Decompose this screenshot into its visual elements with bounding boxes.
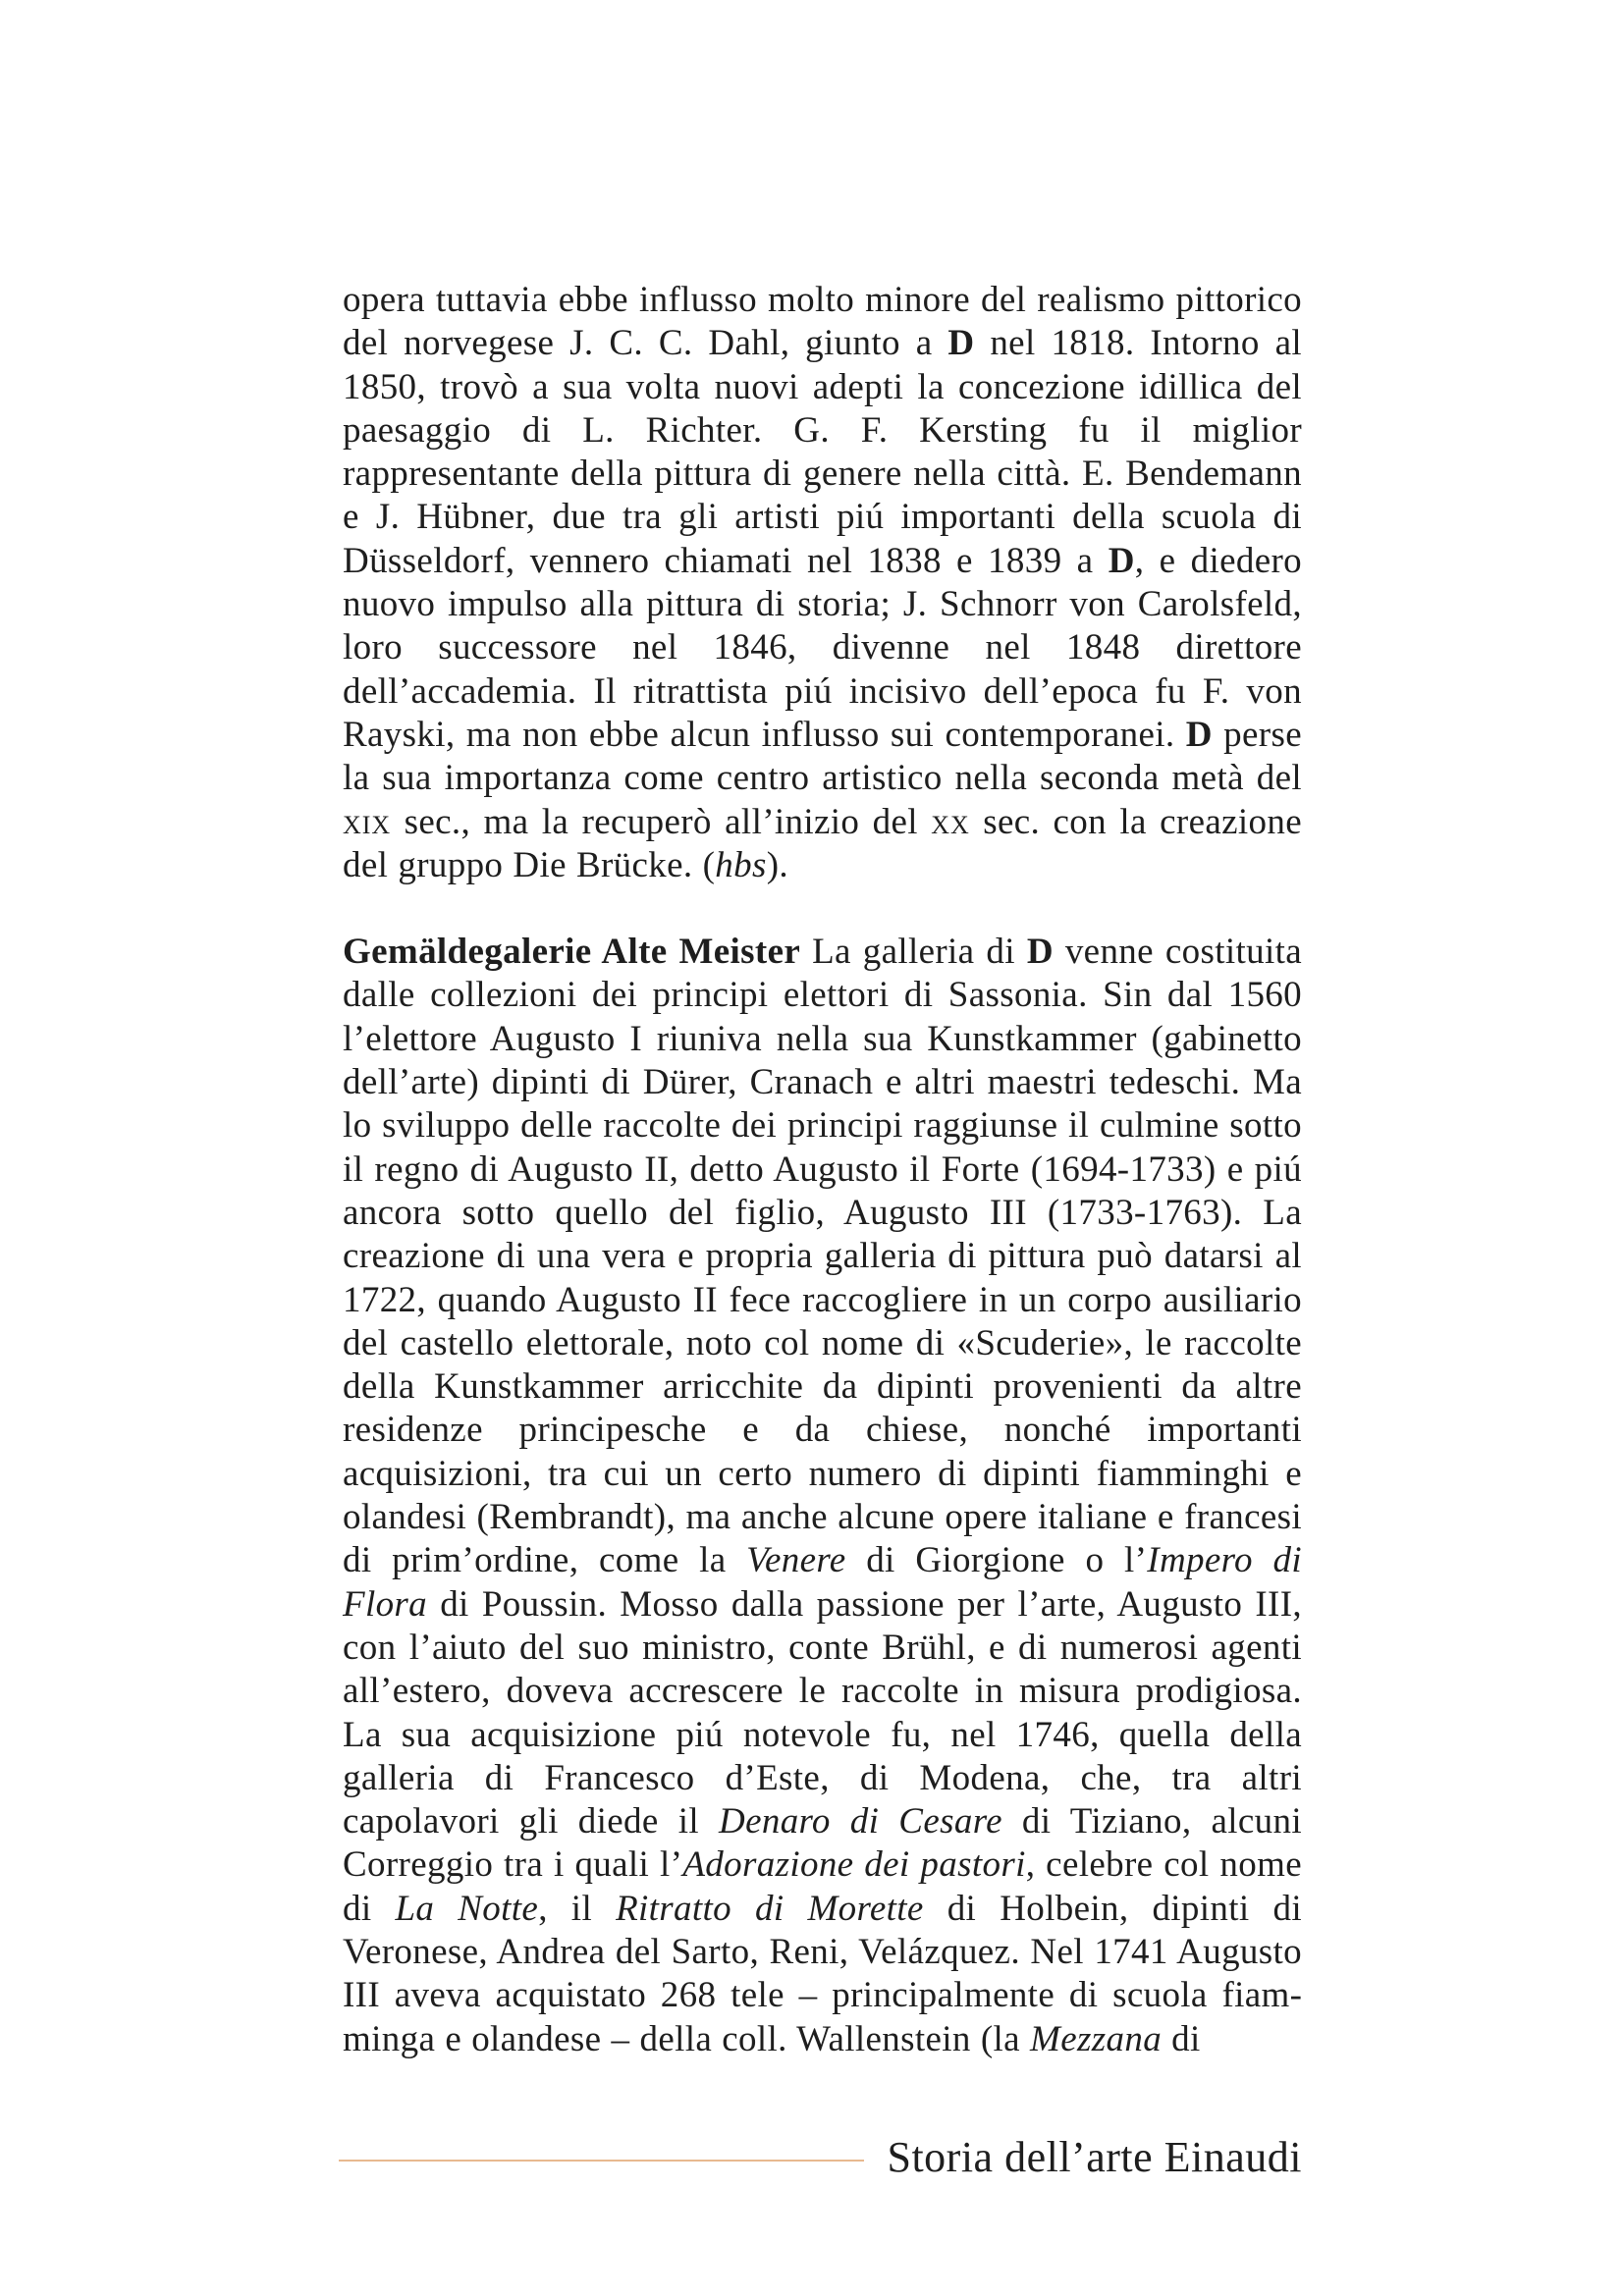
author-initials: hbs (715, 844, 767, 885)
text-run: sec., ma la recuperò all’inizio del (391, 801, 932, 842)
city-abbreviation: D (1108, 540, 1135, 581)
text-run: La galleria di (800, 932, 1027, 973)
text-run: di Giorgione o l’ (845, 1540, 1148, 1581)
text-run: di Holbein, dipinti di Veronese, Andrea del Sarto, Reni, Velázquez. Nel 1741 Augusto III aveva acquistato 268 tele – principalmente di scuola fiamminga e olandese – della coll. Wallenstein (la (343, 1888, 1303, 2059)
text-run: , il (538, 1888, 617, 1929)
text-run: nel 1818. Intorno al 1850, trovò a sua volta nuovi adepti la concezione idillica del paesaggio di L. Richter. G. F. Kersting fu il miglior rappresentante della pittura di genere nella città. E. Bendemann e J. Hübner, due tra gli artisti piú importanti della scuola di Düsseldorf, vennero chiamati nel 1838 e 1839 a (343, 323, 1302, 581)
century-numeral: xix (343, 801, 392, 842)
text-run: di Tiziano, alcuni Correggio tra i quali l’ (343, 1801, 1303, 1886)
text-run: ). (766, 844, 788, 885)
paragraph-gemaeldegalerie (343, 931, 1302, 2061)
footer-rule (339, 2160, 864, 2162)
artwork-title: Mezzana (1030, 2018, 1163, 2059)
city-abbreviation: D (1026, 932, 1054, 973)
artwork-title: Denaro di Cesare (719, 1801, 1002, 1842)
city-abbreviation: D (1185, 714, 1213, 755)
text-run: , celebre col nome di (343, 1844, 1302, 1929)
text-run: perse la sua importanza come centro artistico nella seconda metà del (343, 714, 1302, 799)
footer-publication-title: Storia dell’arte Einaudi (887, 2133, 1302, 2181)
artwork-title: Adorazione dei pastori (682, 1844, 1026, 1886)
entry-heading: Gemäldegalerie Alte Meister (343, 932, 801, 973)
artwork-title: Impero di Flora (343, 1540, 1302, 1625)
text-run: , e diedero nuovo impulso alla pittura di storia; J. Schnorr von Carolsfeld, loro successore nel 1846, divenne nel 1848 direttore dell’accademia. Il ritrattista piú incisivo dell’epoca fu F. von Rayski, ma non ebbe alcun influsso sui contemporanei. (343, 540, 1302, 755)
paragraph-dresden-art-history (343, 279, 1302, 887)
text-run: di (1162, 2018, 1201, 2059)
text-run: di Poussin. Mosso dalla passione per l’arte, Augusto III, con l’aiuto del suo ministro, conte Brühl, e di numerosi agenti all’estero, doveva accrescere le raccolte in misura prodigiosa. La sua acquisizione piú notevole fu, nel 1746, quella della galleria di Francesco d’Este, di Modena, che, tra altri capolavori gli diede il (343, 1583, 1302, 1842)
artwork-title: La Notte (395, 1888, 539, 1929)
text-run: opera tuttavia ebbe influsso molto minore del realismo pittorico del norvegese J. C. C. Dahl, giunto a (343, 280, 1302, 364)
century-numeral: xx (931, 801, 970, 842)
city-abbreviation: D (947, 323, 975, 364)
text-run: sec. con la creazione del gruppo Die Brücke. ( (343, 801, 1303, 885)
body-text (343, 279, 1302, 2061)
artwork-title: Venere (746, 1540, 846, 1581)
artwork-title: Ritratto di Morette (616, 1888, 924, 1929)
text-run: venne costituita dalle collezioni dei principi elettori di Sassonia. Sin dal 1560 l’elettore Augusto I riuniva nella sua Kunstkammer (gabinetto dell’arte) dipinti di Dürer, Cranach e altri maestri tedeschi. Ma lo sviluppo delle raccolte dei principi raggiunse il culmine sotto il regno di Augusto II, detto Augusto il Forte (1694-1733) e piú ancora sotto quello del figlio, Augusto III (1733-1763). La creazione di una vera e propria galleria di pittura può datarsi al 1722, quando Augusto II fece raccogliere in un corpo ausiliario del castello elettorale, noto col nome di «Scuderie», le raccolte della Kunstkammer arricchite da dipinti provenienti da altre residenze principesche e da chiese, nonché importanti acquisizioni, tra cui un certo numero di dipinti fiamminghi e olandesi (Rembrandt), ma anche alcune opere italiane e francesi di prim’ordine, come la (343, 932, 1302, 1581)
